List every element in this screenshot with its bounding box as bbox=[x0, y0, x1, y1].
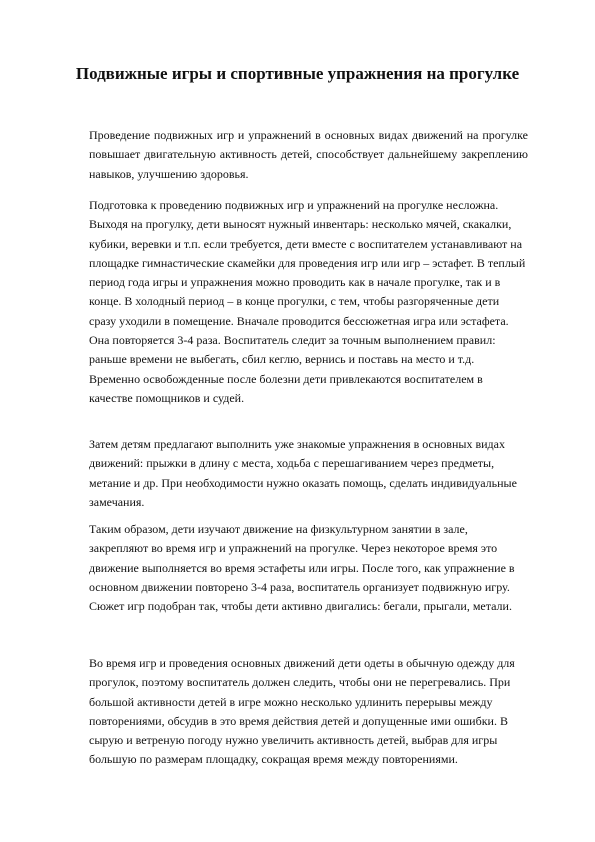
paragraph-preparation: Подготовка к проведению подвижных игр и упражнений на прогулке несложна. Выходя на прогулку, дети выносят нужный инвентарь: несколько мячей, скакалки, кубики, веревки и т.п. если требуется, дети вместе с воспитателем устанавливают на площадке гимнастические скамейки для проведения игр или игр – эстафет. В теплый период года игры и упражнения можно проводить как в начале прогулке, так и в конце. В холодный период – в конце прогулки, с тем, чтобы разгоряченные дети сразу уходили в помещение. Вначале проводится бессюжетная игра или эстафета. Она повторяется 3-4 раза. Воспитатель следит за точным выполнением правил: раньше времени не выбегать, сбил кеглю, вернись и поставь на место и т.д. Временно освобожденные после болезни дети привлекаются воспитателем в качестве помощников и судей. bbox=[89, 198, 526, 405]
paragraph-exercises: Затем детям предлагают выполнить уже знакомые упражнения в основных видах движений: прыжки в длину с места, ходьба с перешагиванием через предметы, метание и др. При необходимости нужно оказать помощь, сделать индивидуальные замечания. bbox=[89, 437, 517, 509]
paragraph-learning: Таким образом, дети изучают движение на физкультурном занятии в зале, закрепляют во время игр и упражнений на прогулке. Через некоторое время это движение выполняется во время эстафеты или игры. После того, как упражнение в основном движении повторено 3-4 раза, воспитатель организует подвижную игру. Сюжет игр подобран так, чтобы дети активно двигались: бегали, прыгали, метали. bbox=[89, 522, 515, 614]
paragraph-clothing: Во время игр и проведения основных движений дети одеты в обычную одежду для прогулок, поэтому воспитатель должен следить, чтобы они не перегревались. При большой активности детей в игре можно несколько удлинить перерывы между повторениями, обсудив в это время действия детей и допущенные ими ошибки. В сырую и ветреную погоду нужно увеличить активность детей, выбрав для игры большую по размерам площадку, сокращая время между повторениями. bbox=[89, 656, 515, 767]
paragraph-intro: Проведение подвижных игр и упражнений в основных видах движений на прогулке повышает двигательную активность детей, способствует дальнейшему закреплению навыков, улучшению здоровья. bbox=[89, 128, 528, 181]
page-title: Подвижные игры и спортивные упражнения на прогулке bbox=[75, 64, 520, 83]
